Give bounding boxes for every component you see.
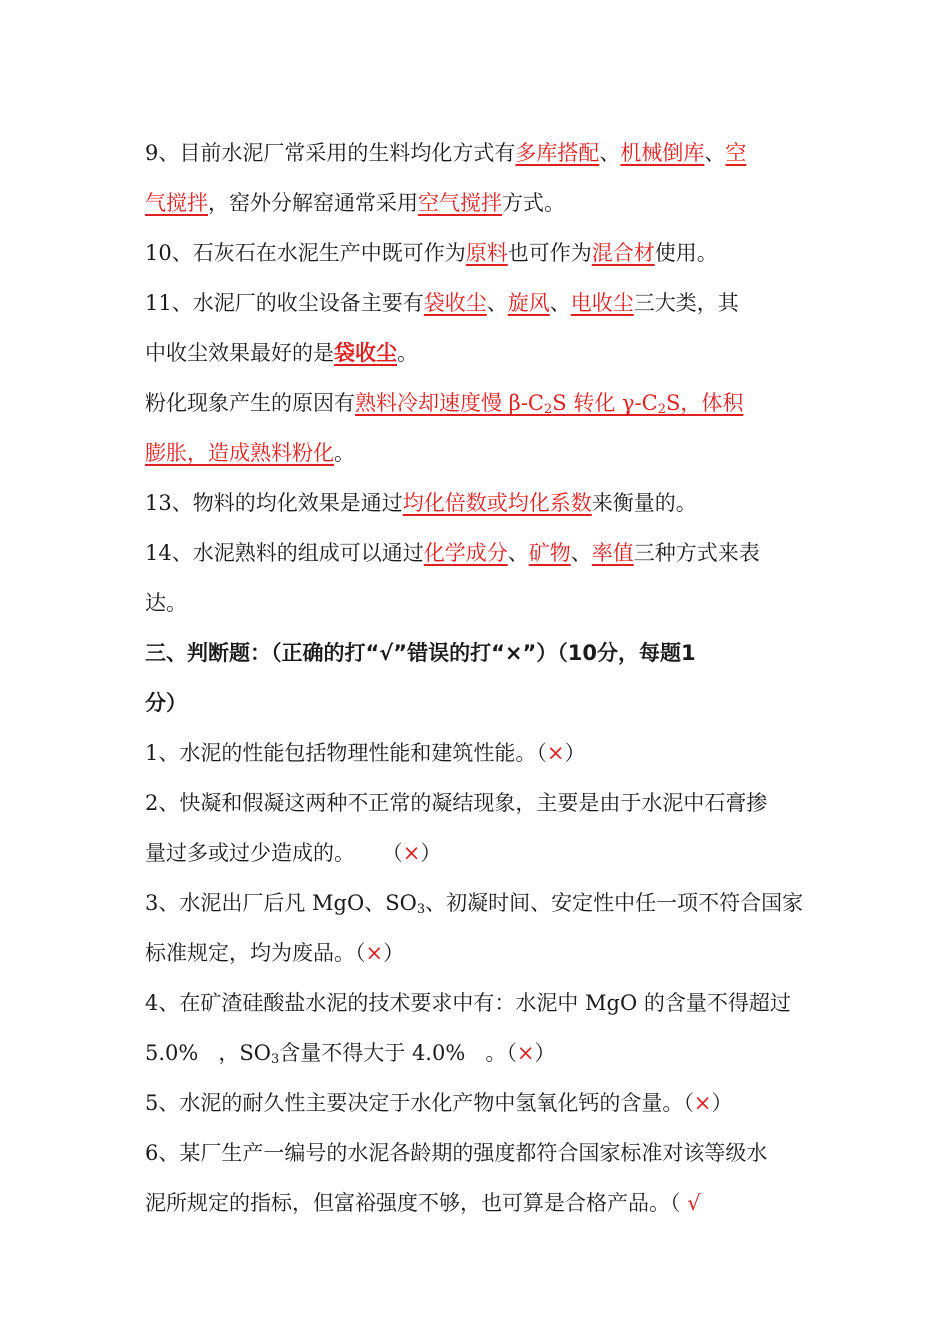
separator: 、 <box>549 291 571 315</box>
question-14-text: 三种方式来表 <box>633 541 760 565</box>
judgement-text: 1、水泥的性能包括物理性能和建筑性能。（ <box>145 741 547 765</box>
question-14-text: 14、水泥熟料的组成可以通过 <box>145 541 424 565</box>
subscript: 3 <box>416 902 426 917</box>
paren: ） <box>420 841 442 865</box>
judgement-4-line-1: 4、在矿渣硅酸盐水泥的技术要求中有：水泥中 MgO 的含量不得超过 <box>145 991 791 1015</box>
question-14-text: 达。 <box>145 591 187 615</box>
answer-blank: 多库搭配 <box>515 141 600 165</box>
judgement-text: 5.0% ，SO <box>145 1041 271 1065</box>
section-3-heading: 三、判断题：（正确的打“√”错误的打“×”）（10分，每题1 <box>145 641 696 665</box>
paren: ） <box>383 941 405 965</box>
separator: 、 <box>570 541 592 565</box>
question-11-line-1 <box>145 278 825 328</box>
answer-blank: 膨胀，造成熟料粉化 <box>145 441 334 465</box>
question-12-text: 粉化现象产生的原因有 <box>145 391 355 415</box>
paren: ） <box>564 741 586 765</box>
wrong-mark: × <box>402 841 421 865</box>
answer-blank: 空 <box>725 141 747 165</box>
separator: 、 <box>704 141 726 165</box>
answer-text: 熟料冷却速度慢 β-C <box>355 391 544 415</box>
question-13 <box>145 478 825 528</box>
answer-blank: 矿物 <box>528 541 571 565</box>
judgement-text: 、初凝时间、安定性中任一项不符合国家 <box>425 891 804 915</box>
question-13-text: 来衡量的。 <box>591 491 697 515</box>
wrong-mark: × <box>693 1091 712 1115</box>
question-9-line-2 <box>145 178 825 228</box>
judgement-text: 标准规定，均为废品。（ <box>145 941 366 965</box>
question-10-text: 使用。 <box>654 241 718 265</box>
question-11-text: 三大类，其 <box>633 291 739 315</box>
paren: ） <box>534 1041 556 1065</box>
judgement-text: 量过多或过少造成的。 （ <box>145 841 403 865</box>
judgement-text: 3、水泥出厂后凡 MgO、SO <box>145 891 417 915</box>
judgement-3-line-1 <box>145 878 825 928</box>
answer-blank: 袋收尘 <box>423 291 487 315</box>
question-11-text: 。 <box>397 341 418 365</box>
separator: 、 <box>507 541 529 565</box>
answer-blank: 旋风 <box>507 291 550 315</box>
answer-blank: 化学成分 <box>423 541 508 565</box>
answer-blank: 率值 <box>591 541 634 565</box>
question-12-line-2 <box>145 428 825 478</box>
answer-blank: 气搅拌 <box>145 191 208 215</box>
question-13-text: 13、物料的均化效果是通过 <box>145 491 403 515</box>
section-3-heading-cont: 分） <box>145 691 187 715</box>
judgement-text: 泥所规定的指标，但富裕强度不够，也可算是合格产品。（ <box>145 1191 688 1215</box>
separator: 、 <box>599 141 621 165</box>
question-9-text: 9、目前水泥厂常采用的生料均化方式有 <box>145 141 516 165</box>
wrong-mark: × <box>516 1041 535 1065</box>
question-12-text: 。 <box>334 441 355 465</box>
question-11-text: 中收尘效果最好的是 <box>145 341 334 365</box>
question-10-text: 10、石灰石在水泥生产中既可作为 <box>145 241 466 265</box>
wrong-mark: × <box>365 941 384 965</box>
judgement-text: 5、水泥的耐久性主要决定于水化产物中氢氧化钙的含量。（ <box>145 1091 694 1115</box>
question-9-line-1 <box>145 128 825 178</box>
question-14-line-2 <box>145 578 825 628</box>
answer-blank: 空气搅拌 <box>418 191 502 215</box>
judgement-6-line-2 <box>145 1178 825 1228</box>
judgement-1 <box>145 728 825 778</box>
separator: 、 <box>486 291 508 315</box>
judgement-4-line-2 <box>145 1028 825 1078</box>
judgement-2-line-1: 2、快凝和假凝这两种不正常的凝结现象，主要是由于水泥中石膏掺 <box>145 791 768 815</box>
question-12-line-1 <box>145 378 825 428</box>
question-11-line-2 <box>145 328 825 378</box>
judgement-6-line-1: 6、某厂生产一编号的水泥各龄期的强度都符合国家标准对该等级水 <box>145 1141 768 1165</box>
answer-blank: 电收尘 <box>570 291 634 315</box>
judgement-text: 含量不得大于 4.0% 。（ <box>279 1041 517 1065</box>
answer-blank: 原料 <box>465 241 508 265</box>
answer-text: S，体积 <box>666 391 744 415</box>
wrong-mark: × <box>546 741 565 765</box>
subscript: 3 <box>270 1052 280 1067</box>
judgement-3-line-2 <box>145 928 825 978</box>
answer-blank: 机械倒库 <box>620 141 705 165</box>
answer-blank: 均化倍数或均化系数 <box>402 491 592 515</box>
question-10 <box>145 228 825 278</box>
question-11-text: 11、水泥厂的收尘设备主要有 <box>145 291 424 315</box>
question-14-line-1 <box>145 528 825 578</box>
correct-mark: √ <box>687 1191 701 1215</box>
question-9-text: ，窑外分解窑通常采用 <box>208 191 418 215</box>
judgement-2-line-2 <box>145 828 825 878</box>
subscript: 2 <box>657 402 666 417</box>
answer-text: S 转化 γ-C <box>552 391 658 415</box>
answer-blank: 混合材 <box>591 241 655 265</box>
subscript: 2 <box>543 402 553 417</box>
judgement-5 <box>145 1078 825 1128</box>
question-9-text: 方式。 <box>502 191 565 215</box>
question-10-text: 也可作为 <box>507 241 592 265</box>
paren: ） <box>711 1091 733 1115</box>
answer-blank: 袋收尘 <box>334 340 397 365</box>
